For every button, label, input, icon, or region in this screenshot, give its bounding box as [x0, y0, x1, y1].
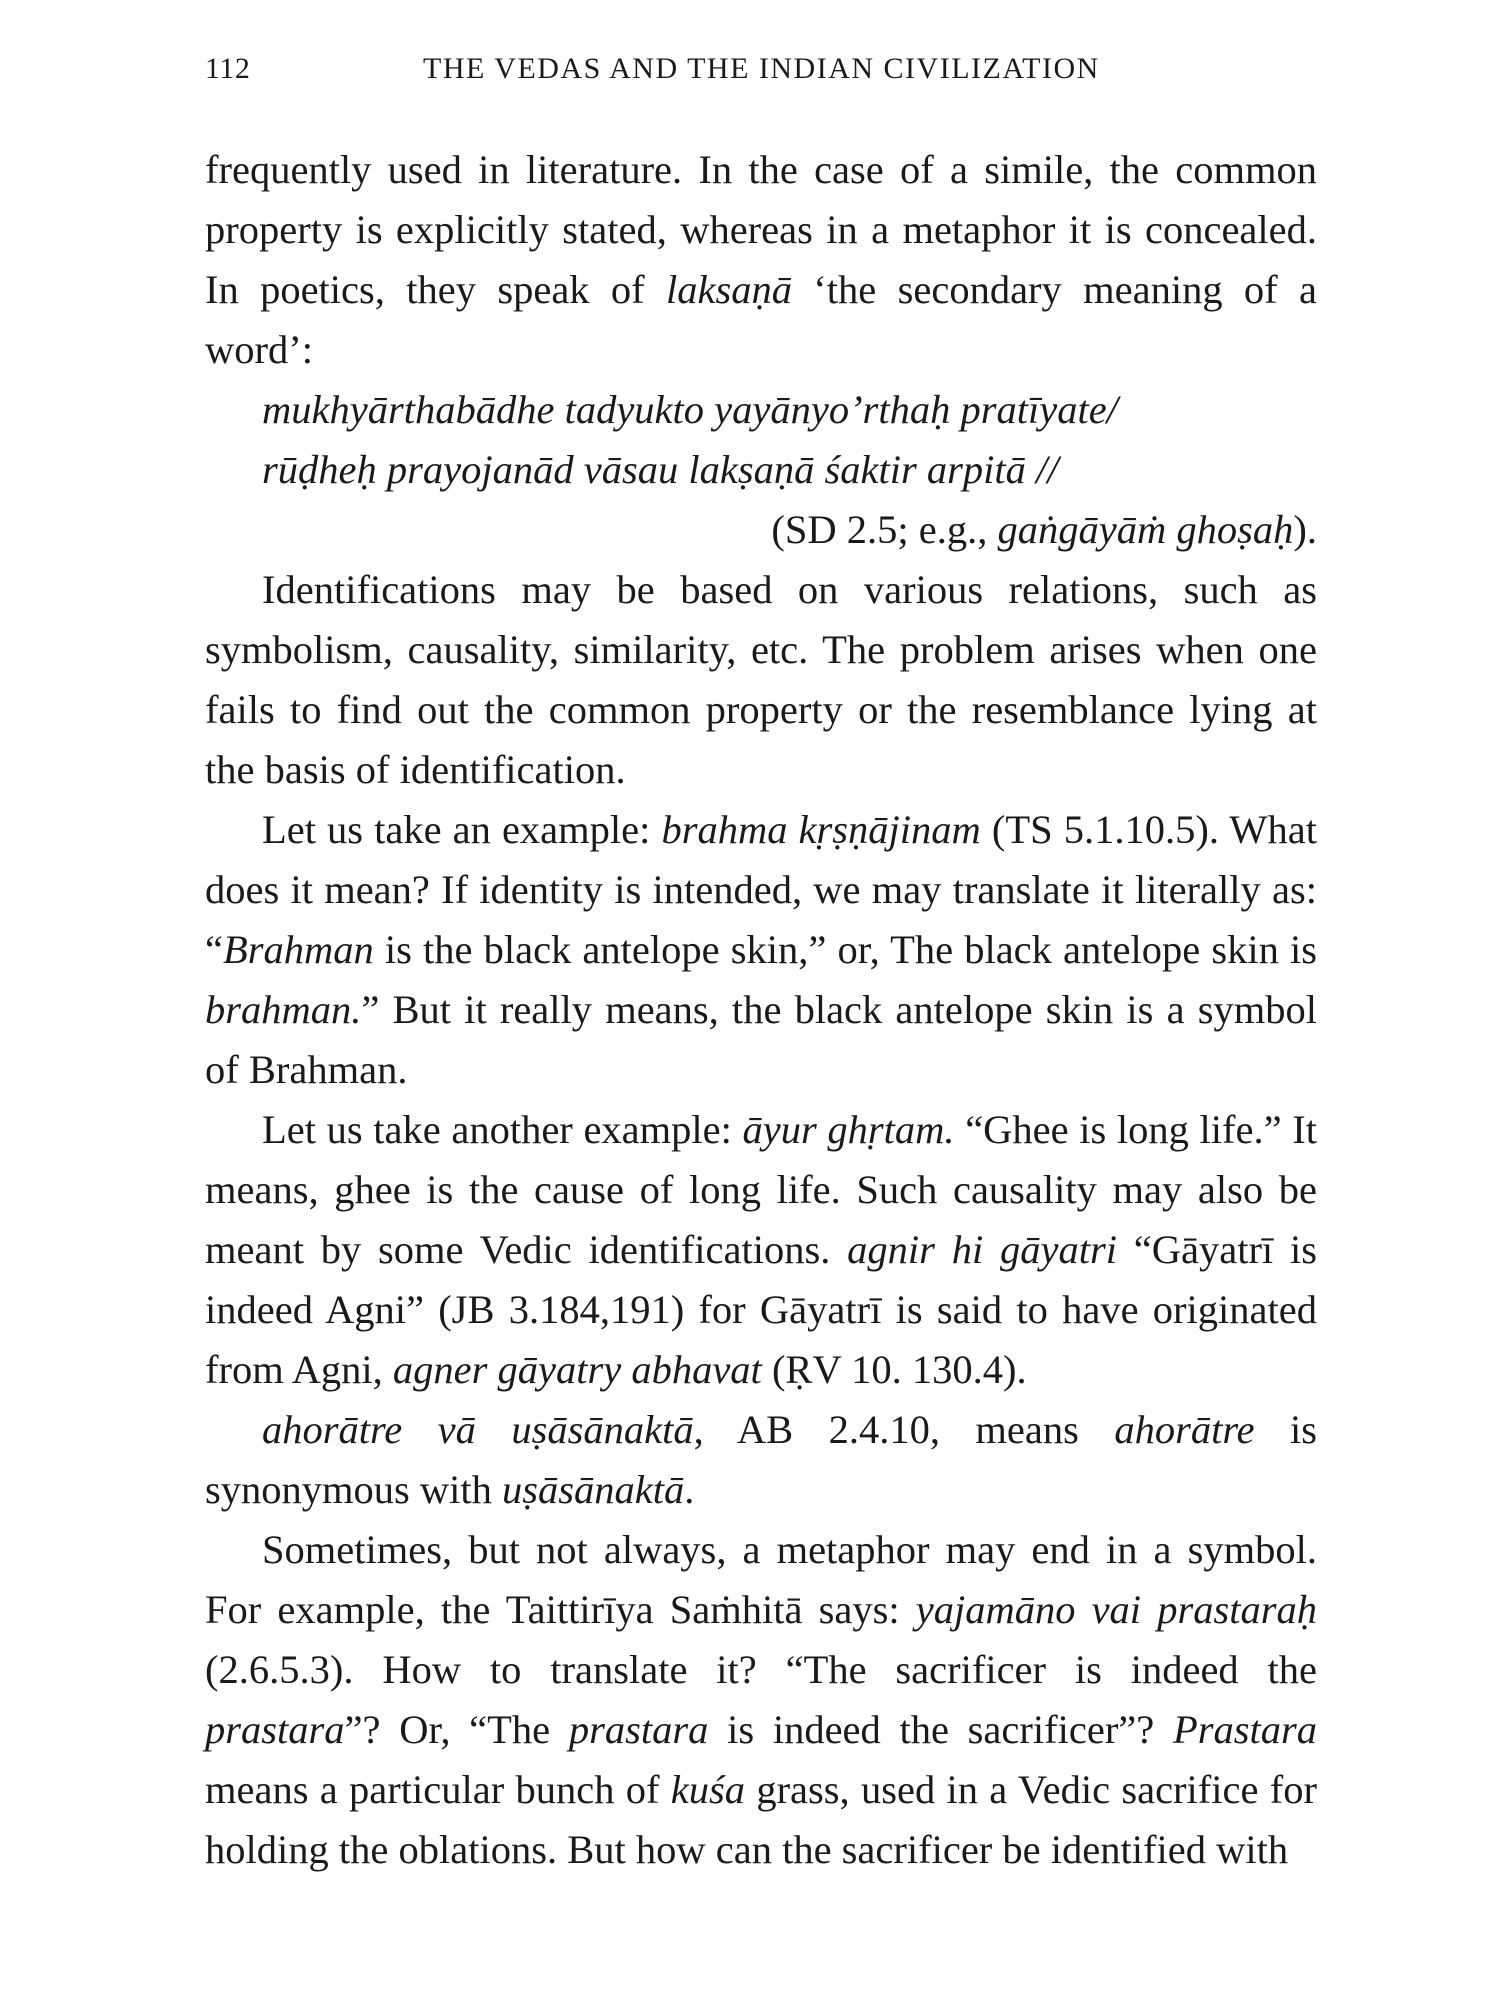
paragraph-5-text-b: is synonymous with	[205, 1407, 1318, 1512]
paragraph-3	[205, 800, 1317, 1100]
term-yajamano-vai-prastarah: yajamāno vai prastaraḥ	[915, 1587, 1317, 1632]
verse-reference	[205, 500, 1317, 560]
paragraph-4-text-a: Let us take another example:	[262, 1107, 743, 1152]
paragraph-4-text-b: “Ghee is long life.” It means, ghee is the cause of long life. Such causality may also be meant by some Vedic identifications.	[205, 1107, 1318, 1272]
term-ayur-ghrtam: āyur ghṛtam.	[742, 1107, 955, 1152]
paragraph-6-text-e: means a particular bunch of	[205, 1767, 671, 1812]
term-brahma-krsnajinam: brahma kṛṣṇājinam	[661, 807, 981, 852]
paragraph-1-text-a: frequently used in literature. In the case of a simile, the common property is explicitly stated, whereas in a metaphor it is concealed. In poetics, they speak of	[205, 147, 1317, 312]
term-laksana: laksaṇā	[665, 267, 792, 312]
verse-ref-example: gaṅgāyāṁ ghoṣaḥ	[997, 507, 1294, 552]
paragraph-2: Identifications may be based on various relations, such as symbolism, causality, similarity, etc. The problem arises when one fails to find out the common property or the resemblance lying at the basis of identification.	[205, 567, 1317, 792]
running-title: THE VEDAS AND THE INDIAN CIVILIZATION	[423, 52, 1100, 85]
verse-ref-prefix: (SD 2.5; e.g.,	[771, 507, 998, 552]
term-ahoratre: ahorātre	[1114, 1407, 1255, 1452]
term-usasanakta: uṣāsānaktā	[502, 1467, 685, 1512]
paragraph-4-text-c: “Gāyatrī is indeed Agni” (JB 3.184,191) for Gāyatrī is said to have originated from Agni,	[205, 1227, 1317, 1392]
verse-line-2: rūḍheḥ prayojanād vāsau lakṣaṇā śaktir arpitā //	[262, 447, 1059, 492]
paragraph-6-text-a: Sometimes, but not always, a metaphor may end in a symbol. For example, the Taittirīya Saṁhitā says:	[205, 1527, 1317, 1632]
paragraph-6-text-f: grass, used in a Vedic sacrifice for holding the oblations. But how can the sacrificer be identified with	[205, 1767, 1318, 1872]
term-brahman: Brahman	[222, 927, 374, 972]
term-prastara-2: prastara	[568, 1707, 709, 1752]
paragraph-3-text-a: Let us take an example:	[262, 807, 662, 852]
paragraph-4-text-d: (ṚV 10. 130.4).	[761, 1347, 1027, 1392]
page-number: 112	[205, 52, 251, 85]
term-prastara-1: prastara	[205, 1707, 345, 1752]
term-prastara-3: Prastara	[1172, 1707, 1317, 1752]
sanskrit-verse	[205, 380, 1317, 500]
term-kusa: kuśa	[670, 1767, 746, 1812]
verse-line-1: mukhyārthabādhe tadyukto yayānyo’rthaḥ pratīyate/	[262, 387, 1118, 432]
term-agner-gayatry-abhavat: agner gāyatry abhavat	[392, 1347, 762, 1392]
verse-ref-suffix: ).	[1293, 507, 1317, 552]
term-agnir-hi-gayatri: agnir hi gāyatri	[847, 1227, 1117, 1272]
paragraph-1-text-b: ‘the secondary meaning of a word’:	[205, 267, 1317, 372]
paragraph-3-text-d: ” But it really means, the black antelope skin is a symbol of Brahman.	[205, 987, 1317, 1092]
page-body	[205, 140, 1317, 1880]
paragraph-3-text-c: is the black antelope skin,” or, The black antelope skin is	[373, 927, 1317, 972]
paragraph-6-text-c: ”? Or, “The	[344, 1707, 569, 1752]
paragraph-3-text-b: (TS 5.1.10.5). What does it mean? If identity is intended, we may translate it literally as: “	[205, 807, 1317, 972]
term-brahman-lower: brahman.	[205, 987, 362, 1032]
term-ahoratre-va-usasanakta: ahorātre vā uṣāsānaktā	[262, 1407, 694, 1452]
paragraph-6	[205, 1520, 1317, 1880]
paragraph-6-text-d: is indeed the sacrificer”?	[708, 1707, 1173, 1752]
paragraph-5-text-c: .	[684, 1467, 695, 1512]
paragraph-5	[205, 1400, 1317, 1520]
paragraph-6-text-b: (2.6.5.3). How to translate it? “The sacrificer is indeed the	[205, 1647, 1317, 1692]
paragraph-4	[205, 1100, 1317, 1400]
paragraph-5-text-a: , AB 2.4.10, means	[693, 1407, 1115, 1452]
paragraph-1	[205, 140, 1317, 380]
